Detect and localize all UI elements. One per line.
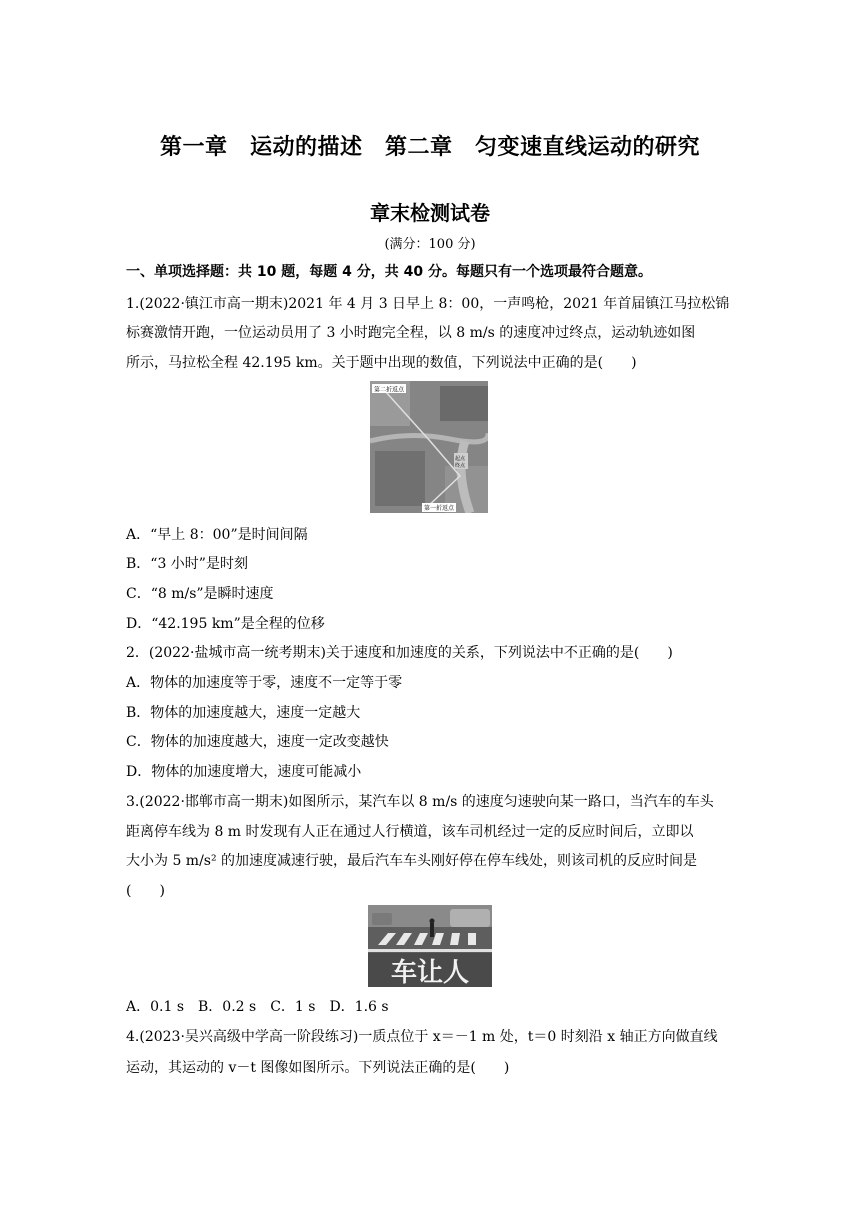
q2-option-d: D．物体的加速度增大，速度可能减小 <box>126 764 362 780</box>
road-marking-text: 车让人 <box>390 958 470 987</box>
q3-stem-line: 距离停车线为 8 m 时发现有人正在通过人行横道，该车司机经过一定的反应时间后，立即以 <box>126 824 694 840</box>
full-score-note: (满分：100 分) <box>384 237 476 252</box>
crosswalk-image <box>368 905 492 987</box>
section-heading: 一、单项选择题：共 10 题，每题 4 分，共 40 分。每题只有一个选项最符合题意。 <box>126 264 652 280</box>
crosswalk-photo <box>368 905 492 987</box>
q3-stem-line: 3.(2022·邯郸市高一期末)如图所示，某汽车以 8 m/s 的速度匀速驶向某一路口，当汽车的车头 <box>126 794 714 810</box>
q1-stem-line: 所示，马拉松全程 42.195 km。关于题中出现的数值，下列说法中正确的是( ) <box>126 355 637 371</box>
q1-stem-line: 标赛激情开跑，一位运动员用了 3 小时跑完全程，以 8 m/s 的速度冲过终点，运动轨迹如图 <box>126 325 696 341</box>
chapter-title: 第一章 运动的描述 第二章 匀变速直线运动的研究 <box>159 135 700 160</box>
map-label-bottom: 第一折返点 <box>424 505 455 512</box>
q1-option-d: D．“42.195 km”是全程的位移 <box>126 616 325 632</box>
q3-stem-line: 大小为 5 m/s² 的加速度减速行驶，最后汽车车头刚好停在停车线处，则该司机的反应时间是 <box>126 853 698 869</box>
svg-text:起点: 起点 <box>455 456 466 462</box>
q3-options: A．0.1 s B．0.2 s C．1 s D．1.6 s <box>126 999 389 1015</box>
marathon-route-map <box>370 381 488 513</box>
q4-stem-line: 运动，其运动的 v－t 图像如图所示。下列说法正确的是( ) <box>126 1060 510 1076</box>
q2-stem: 2．(2022·盐城市高一统考期末)关于速度和加速度的关系，下列说法中不正确的是( ) <box>126 645 673 661</box>
q2-option-c: C．物体的加速度越大，速度一定改变越快 <box>126 734 389 750</box>
map-image <box>370 381 488 513</box>
map-label-top: 第二折返点 <box>374 386 405 394</box>
q1-option-a: A．“早上 8：00”是时间间隔 <box>126 527 308 543</box>
q1-stem-line: 1.(2022·镇江市高一期末)2021 年 4 月 3 日早上 8：00，一声鸣枪，2021 年首届镇江马拉松锦 <box>126 296 730 312</box>
test-title: 章末检测试卷 <box>370 201 490 225</box>
q2-option-b: B．物体的加速度越大，速度一定越大 <box>126 705 361 721</box>
q1-option-b: B．“3 小时”是时刻 <box>126 556 248 572</box>
svg-text:终点: 终点 <box>455 463 466 469</box>
q1-option-c: C．“8 m/s”是瞬时速度 <box>126 586 274 602</box>
q3-stem-line: ( ) <box>126 883 165 899</box>
q2-option-a: A．物体的加速度等于零，速度不一定等于零 <box>126 675 403 691</box>
q4-stem-line: 4.(2023·吴兴高级中学高一阶段练习)一质点位于 x＝－1 m 处，t＝0 时刻沿 x 轴正方向做直线 <box>126 1029 718 1045</box>
